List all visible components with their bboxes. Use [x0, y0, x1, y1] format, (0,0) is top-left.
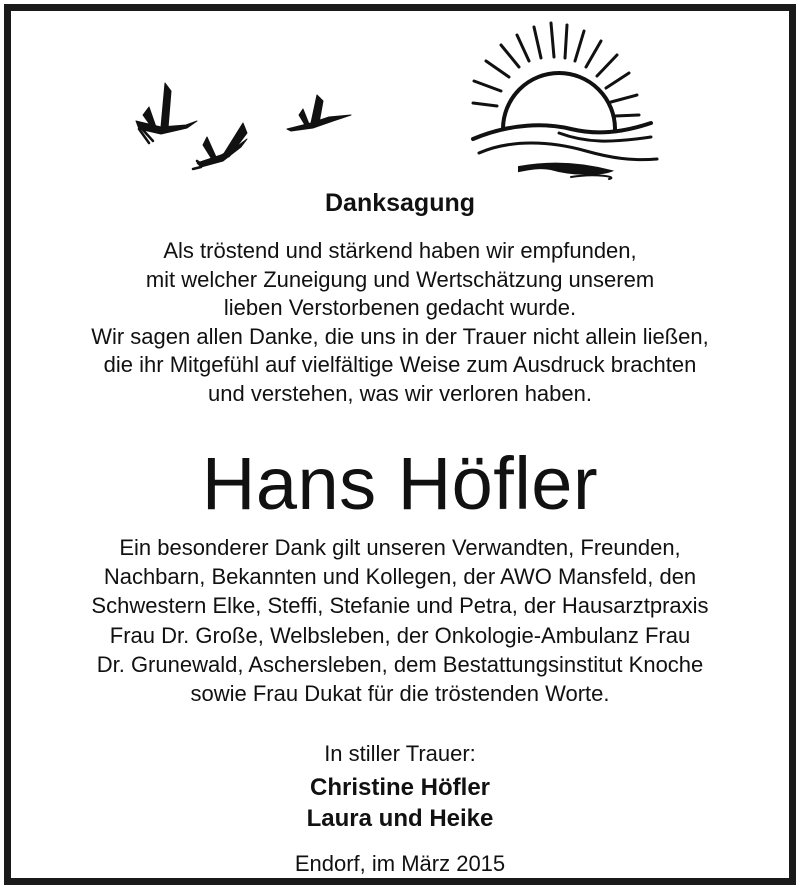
intro-line: Als tröstend und stärkend haben wir empfunden,	[163, 238, 637, 263]
mourner-name: Christine Höfler	[309, 774, 491, 801]
thanks-line: sowie Frau Dukat für die tröstenden Worte.	[190, 681, 610, 707]
flying-cranes-icon	[136, 83, 351, 169]
crane-icon	[193, 123, 247, 169]
thanks-line: Schwestern Elke, Steffi, Stefanie und Petra, der Hausarztpraxis	[91, 593, 709, 619]
crane-icon	[287, 95, 351, 131]
crane-icon	[136, 83, 197, 143]
sunrise-icon	[473, 23, 657, 179]
intro-line: mit welcher Zuneigung und Wertschätzung unserem	[145, 266, 655, 292]
place-date: Endorf, im März 2015	[294, 851, 506, 876]
notice-title: Danksagung	[324, 189, 476, 217]
intro-line: lieben Verstorbenen gedacht wurde.	[223, 295, 577, 321]
intro-line: die ihr Mitgefühl auf vielfältige Weise zum Ausdruck brachten	[103, 352, 697, 378]
header-artwork	[11, 11, 797, 191]
thanks-line: Ein besonderer Dank gilt unseren Verwandten, Freunden,	[119, 535, 681, 560]
thanks-line: Frau Dr. Große, Welbsleben, der Onkologie-Ambulanz Frau	[109, 622, 691, 648]
mourner-names	[11, 772, 789, 834]
obituary-notice	[4, 4, 796, 885]
mourner-name: Laura und Heike	[306, 805, 494, 832]
deceased-name: Hans Höfler	[201, 442, 599, 525]
intro-text	[11, 237, 789, 409]
mourning-label: In stiller Trauer:	[324, 741, 476, 766]
thanks-text	[11, 533, 789, 708]
intro-line: Wir sagen allen Danke, die uns in der Trauer nicht allein ließen,	[91, 323, 709, 349]
thanks-line: Dr. Grunewald, Aschersleben, dem Bestattungsinstitut Knoche	[96, 651, 704, 677]
thanks-line: Nachbarn, Bekannten und Kollegen, der AWO Mansfeld, den	[103, 564, 697, 590]
intro-line: und verstehen, was wir verloren haben.	[208, 380, 592, 406]
